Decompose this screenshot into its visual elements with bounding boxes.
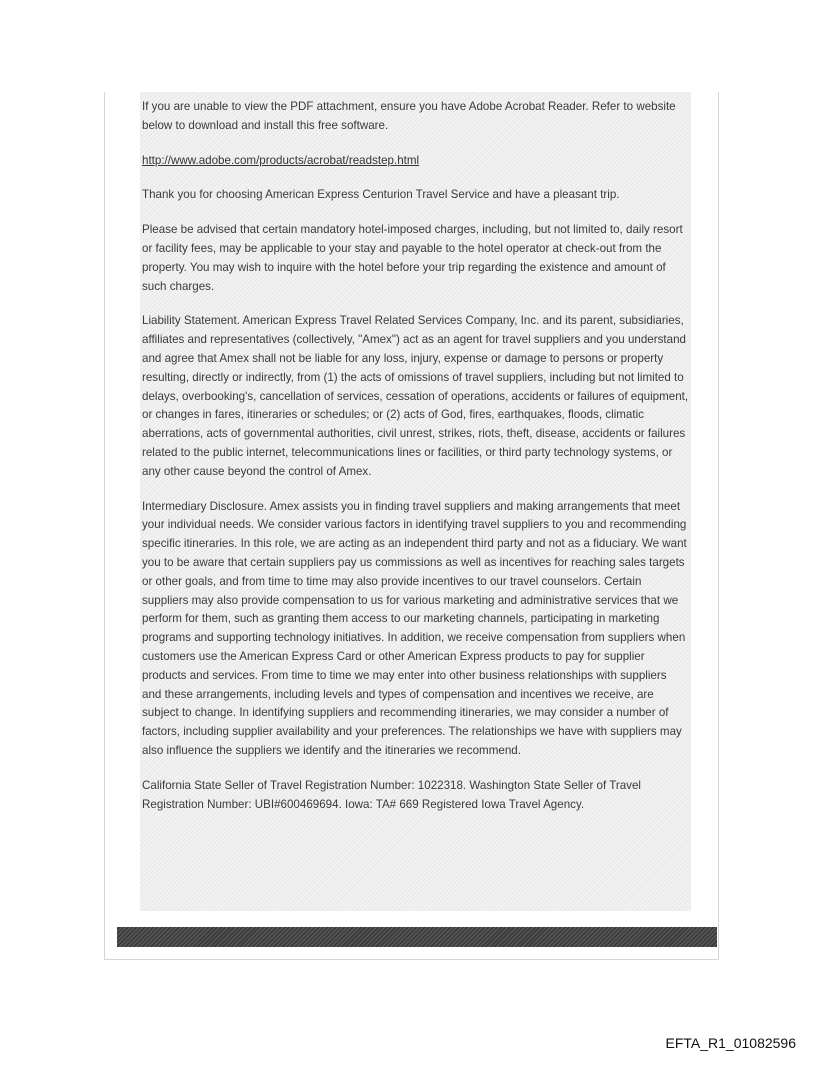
registration-paragraph: California State Seller of Travel Registration Number: 1022318. Washington State Seller of Travel Registration Number: UBI#600469694. Iowa: TA# 669 Registered Iowa Travel Agency. [142, 778, 642, 811]
pdf-notice-paragraph: If you are unable to view the PDF attachment, ensure you have Adobe Acrobat Reader. Refer to website below to download and install this free software. [142, 100, 676, 132]
footer-bar [117, 927, 717, 947]
email-body [140, 92, 691, 911]
intermediary-disclosure-paragraph: Intermediary Disclosure. Amex assists you in finding travel suppliers and making arrangements that meet your individual needs. We consider various factors in identifying travel suppliers to you and recommending specific itineraries. In this role, we are acting as an independent third party and not as a fiduciary. We want you to be aware that certain suppliers pay us commissions as well as incentives for reaching sales targets or other goals, and from time to time may also provide incentives to our travel counselors. Certain suppliers may also provide compensation to us for various marketing and administrative services that we perform for them, such as granting them access to our marketing channels, participating in marketing programs and supporting technology initiatives. In addition, we receive compensation from suppliers when customers use the American Express Card or other American Express products to pay for supplier products and services. From time to time we may enter into other business relationships with suppliers and these arrangements, including levels and types of compensation and incentives we receive, are subject to change. In identifying suppliers and recommending itineraries, we may consider a number of factors, including supplier availability and your preferences. The relationships we have with suppliers may also influence the suppliers we identify and the itineraries we recommend. [142, 499, 687, 757]
hotel-charges-paragraph: Please be advised that certain mandatory hotel-imposed charges, including, but not limited to, daily resort or facility fees, may be applicable to your stay and payable to the hotel operator at check-out from the property. You may wish to inquire with the hotel before your trip regarding the existence and amount of such charges. [142, 223, 683, 293]
adobe-link-paragraph [142, 152, 689, 171]
adobe-download-link[interactable]: http://www.adobe.com/products/acrobat/readstep.html [142, 153, 420, 167]
liability-statement-paragraph: Liability Statement. American Express Travel Related Services Company, Inc. and its parent, subsidiaries, affiliates and representatives (collectively, "Amex") act as an agent for travel suppliers and you understand and agree that Amex shall not be liable for any loss, injury, expense or damage to persons or property resulting, directly or indirectly, from (1) the acts of omissions of travel suppliers, including but not limited to delays, overbooking's, cancellation of services, cessation of operations, accidents or failures of equipment, or changes in fares, itineraries or schedules; or (2) acts of God, fires, earthquakes, floods, climatic aberrations, acts of governmental authorities, civil unrest, strikes, riots, theft, disease, accidents or failures related to the public internet, telecommunications lines or facilities, or third party technology systems, or any other cause beyond the control of Amex. [142, 314, 689, 478]
thank-you-paragraph: Thank you for choosing American Express Centurion Travel Service and have a pleasant trip. [142, 188, 620, 202]
document-id: EFTA_R1_01082596 [665, 1035, 796, 1051]
